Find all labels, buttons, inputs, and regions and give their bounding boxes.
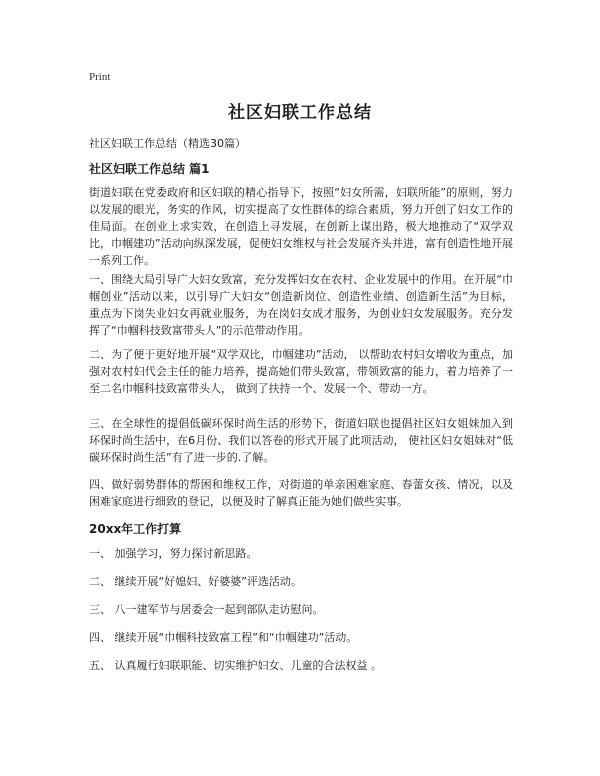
paragraph-one: 一、围绕大局引导广大妇女致富，充分发挥妇女在农村、企业发展中的作用。在开展“巾帼创业”活动以来，以引导广大妇女“创造新岗位、创造性业绩、创造新生活”为目标，重点为下岗失业妇女再就业服务，为在岗妇女成才服务，为创业妇女发展服务。充分发挥了“巾帼科技致富带头人”的示范带动作用。 bbox=[89, 273, 513, 337]
plan-item-2: 二、 继续开展“好媳妇、好婆婆”评选活动。 bbox=[89, 575, 302, 588]
section-heading-2: 20xx年工作打算 bbox=[89, 522, 182, 536]
paragraph-intro: 街道妇联在党委政府和区妇联的精心指导下，按照“妇女所需，妇联所能”的原则，努力以发展的眼光，务实的作风，切实提高了女性群体的综合素质，努力开创了妇女工作的佳局面。在创业上求实效，在创造上寻发展，在创新上谋出路，极大地推动了“双学双比，巾帼建功”活动向纵深发展，促使妇女维权与社会发展齐头并进，富有创造性地开展一系列工作。 bbox=[89, 186, 513, 267]
paragraph-two: 二、为了便于更好地开展“双学双比，巾帼建功”活动， 以帮助农村妇女增收为重点，加强对农村妇代会主任的能力培养，提高她们带头致富，带领致富的能力，着力培养了一至二名巾帼科技致富带头人， 做到了扶持一个、发展一个、带动一方。 bbox=[89, 348, 513, 395]
paragraph-four: 四、做好弱势群体的帮困和维权工作，对街道的单亲困难家庭、春蕾女孩、情况，以及困难家庭进行细致的登记，以便及时了解真正能为她们做些实事。 bbox=[89, 478, 513, 508]
plan-item-4: 四、 继续开展“巾帼科技致富工程”和“巾帼建功”活动。 bbox=[89, 631, 358, 644]
print-label[interactable]: Print bbox=[89, 71, 111, 83]
plan-item-3: 三、 八一建军节与居委会一起到部队走访慰问。 bbox=[89, 603, 324, 616]
paragraph-three: 三、在全球性的提倡低碳环保时尚生活的形势下，街道妇联也提倡社区妇女姐妹加入到环保时尚生活中，在6月份、我们以答卷的形式开展了此项活动， 使社区妇女姐妹对“低碳环保时尚生活”有了进一步的.了解。 bbox=[89, 417, 513, 464]
document-subtitle: 社区妇联工作总结（精选30篇） bbox=[89, 137, 246, 150]
section-heading-1: 社区妇联工作总结 篇1 bbox=[89, 162, 210, 176]
page-title: 社区妇联工作总结 bbox=[228, 103, 372, 123]
plan-item-1: 一、 加强学习，努力探讨新思路。 bbox=[89, 547, 258, 560]
plan-item-5: 五、 认真履行妇联职能、切实维护妇女、儿童的合法权益 。 bbox=[89, 659, 382, 672]
